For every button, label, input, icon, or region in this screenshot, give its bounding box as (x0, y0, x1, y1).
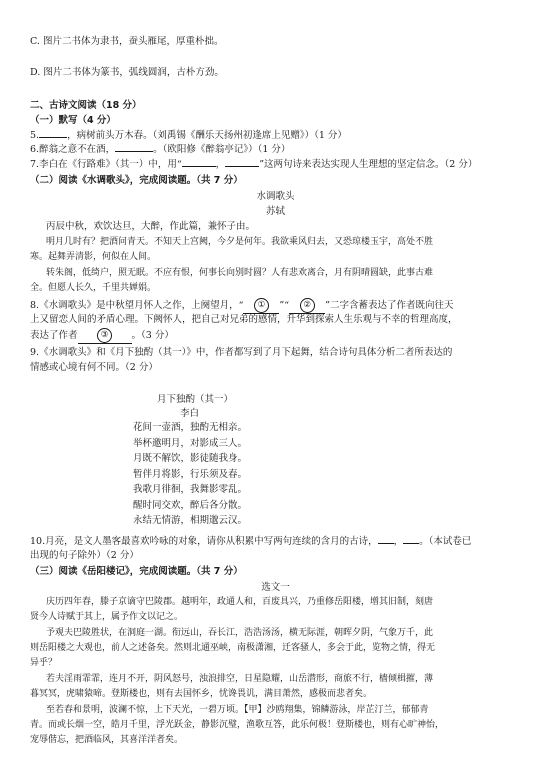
passage-line: 贤今人诗赋于其上，属予作文以记之。 (30, 612, 184, 622)
poem-line: 醒时同交欢，醉后各分散。 (133, 499, 248, 511)
passage-line: 若夫淫雨霏霏，连月不开，阴风怒号，浊浪排空，日星隐耀，山岳潜形，商旅不行，樯倾楫摧，薄 (46, 674, 434, 684)
passage-line: 异乎？ (30, 658, 58, 668)
part2-title: （二）阅读《水调歌头》，完成阅读题。（共 7 分） (30, 175, 243, 186)
question-9-line1: 9.《水调歌头》和《月下独酌（其一）》中，作者都写到了月下起舞，结合诗句具体分析二者所表达的 (30, 347, 453, 358)
passage-line: 至若春和景明，波澜不惊，上下天光，一碧万顷。【甲】沙鸥翔集，锦鳞游泳，岸芷汀兰，郁郁青 (46, 705, 429, 715)
q7-blank-1[interactable] (182, 166, 216, 167)
q10-text-1: 10.月亮，是文人墨客最喜欢吟咏的对象，请你从积累中写两句连续的含月的古诗， (30, 536, 378, 547)
question-8-line3 (30, 328, 533, 344)
poem-sd-stanza2-line2: 全。但愿人长久，千里共婵娟。 (30, 283, 157, 293)
q8-text-1: 8.《水调歌头》是中秋望月怀人之作，上阕望月，“ (30, 300, 244, 311)
poem-ly-title: 月下独酌（其一） (157, 394, 234, 405)
section-title: 二、古诗文阅读（18 分） (30, 100, 142, 111)
passage-line: 庆历四年春，滕子京谪守巴陵郡。越明年，政通人和，百废具兴，乃重修岳阳楼，增其旧制，刻唐 (46, 597, 434, 607)
q8-blank-3[interactable] (78, 328, 132, 344)
circled-1: ① (254, 298, 269, 313)
question-9-line2: 情感或心境有何不同。（2 分） (30, 362, 158, 373)
poem-sd-title: 水调歌头 (256, 191, 295, 202)
poem-line: 月既不解饮，影徒随我身。 (133, 453, 248, 464)
option-c: C. 图片二书体为隶书，蚕头雁尾，厚重朴拙。 (30, 36, 224, 47)
q10-sep: ， (393, 536, 404, 547)
q8-blank-2[interactable] (289, 298, 325, 314)
q10-end: 。（本试卷已 (419, 536, 472, 547)
q6-blank[interactable] (115, 151, 153, 152)
q8-text-2: ”“ (279, 300, 290, 311)
circled-2: ② (300, 298, 315, 313)
poem-sd-stanza1-line2: 寒。起舞弄清影，何似在人间。 (30, 252, 157, 262)
q5-text: ，病树前头万木春。（刘禹锡《酬乐天扬州初逢席上见赠》）（1 分） (67, 130, 347, 141)
poem-ly-author: 李白 (180, 408, 200, 419)
q8-text-5: 。（3 分） (131, 330, 174, 341)
passage-line: 青。而或长烟一空，皓月千里，浮光跃金，静影沉璧，渔歌互答，此乐何极！登斯楼也，则有心旷神怡， (30, 720, 445, 730)
q8-text-3: ”二字含蓄表达了作者既向往天 (325, 300, 454, 311)
passage-line: 予观夫巴陵胜状，在洞庭一湖。衔远山，吞长江，浩浩汤汤，横无际涯，朝晖夕阴，气象万千，此 (46, 628, 434, 638)
q7-mid: ， (215, 159, 226, 170)
q6-text: 。（欧阳修《醉翁亭记》）（1 分） (153, 144, 291, 155)
poem-line: 举杯邀明月，对影成三人。 (133, 437, 248, 449)
q7-post: ”这两句诗来表达实现人生理想的坚定信念。（2 分） (259, 159, 478, 170)
poem-line: 花间一壶酒，独酌无相亲。 (133, 422, 248, 433)
q7-prefix: 7.李白在《行路难》（其一）中，用“ (30, 159, 182, 170)
question-5 (30, 129, 533, 142)
q8-blank-1[interactable] (243, 298, 279, 314)
q8-text-4: 表达了作者 (30, 330, 78, 341)
poem-line: 暂伴月将影，行乐须及春。 (133, 468, 248, 480)
q7-blank-2[interactable] (225, 166, 259, 167)
passage-line: 则岳阳楼之大观也，前人之述备矣。然则北通巫峡，南极潇湘，迁客骚人，多会于此，览物之情，得无 (30, 643, 436, 653)
q5-blank[interactable] (39, 137, 67, 138)
part1-title: （一）默写（4 分） (30, 115, 116, 126)
question-7 (30, 158, 533, 171)
q10-blank-2[interactable] (403, 543, 419, 544)
question-8-line2: 上又留恋人间的矛盾心理。下阙怀人，把自己对兄弟的感情，升华到探索人生乐观与不幸的哲理高度， (30, 314, 458, 325)
passage-line: 暮冥冥，虎啸猿啼。登斯楼也，则有去国怀乡，忧谗畏讥，满目萧然，感极而悲者矣。 (30, 689, 373, 699)
question-8-line1 (30, 298, 533, 314)
poem-sd-author: 苏轼 (265, 206, 285, 217)
poem-sd-stanza1-line1: 明月几时有？把酒问青天。不知天上宫阙，今夕是何年。我欲乘风归去，又恐琼楼玉宇，高处不胜 (46, 237, 434, 247)
q10-blank-1[interactable] (378, 543, 394, 544)
q5-number: 5. (30, 130, 40, 141)
question-10-line2: 出现的句子除外）（2 分） (30, 550, 139, 561)
q6-prefix: 6.醉翁之意不在酒， (30, 144, 116, 155)
question-10-line1 (30, 535, 533, 548)
circled-3: ③ (97, 328, 112, 343)
question-6 (30, 143, 533, 156)
poem-line: 我歌月徘徊，我舞影零乱。 (133, 484, 248, 495)
part3-title: （三）阅读《岳阳楼记》，完成阅读题。（共 7 分） (30, 566, 243, 577)
poem-sd-stanza2-line1: 转朱阁，低绮户，照无眠。不应有恨，何事长向别时圆？人有悲欢离合，月有阴晴圆缺，此事古难 (46, 268, 434, 278)
option-d: D. 图片二书体为篆书，弧线圆润，古朴方劲。 (30, 67, 224, 78)
poem-sd-preface: 丙辰中秋，欢饮达旦，大醉，作此篇，兼怀子由。 (46, 221, 256, 232)
passage-title: 选文一 (261, 582, 290, 593)
passage-line: 宠辱偕忘，把酒临风，其喜洋洋者矣。 (30, 735, 184, 745)
poem-line: 永结无情游，相期邈云汉。 (133, 515, 248, 526)
